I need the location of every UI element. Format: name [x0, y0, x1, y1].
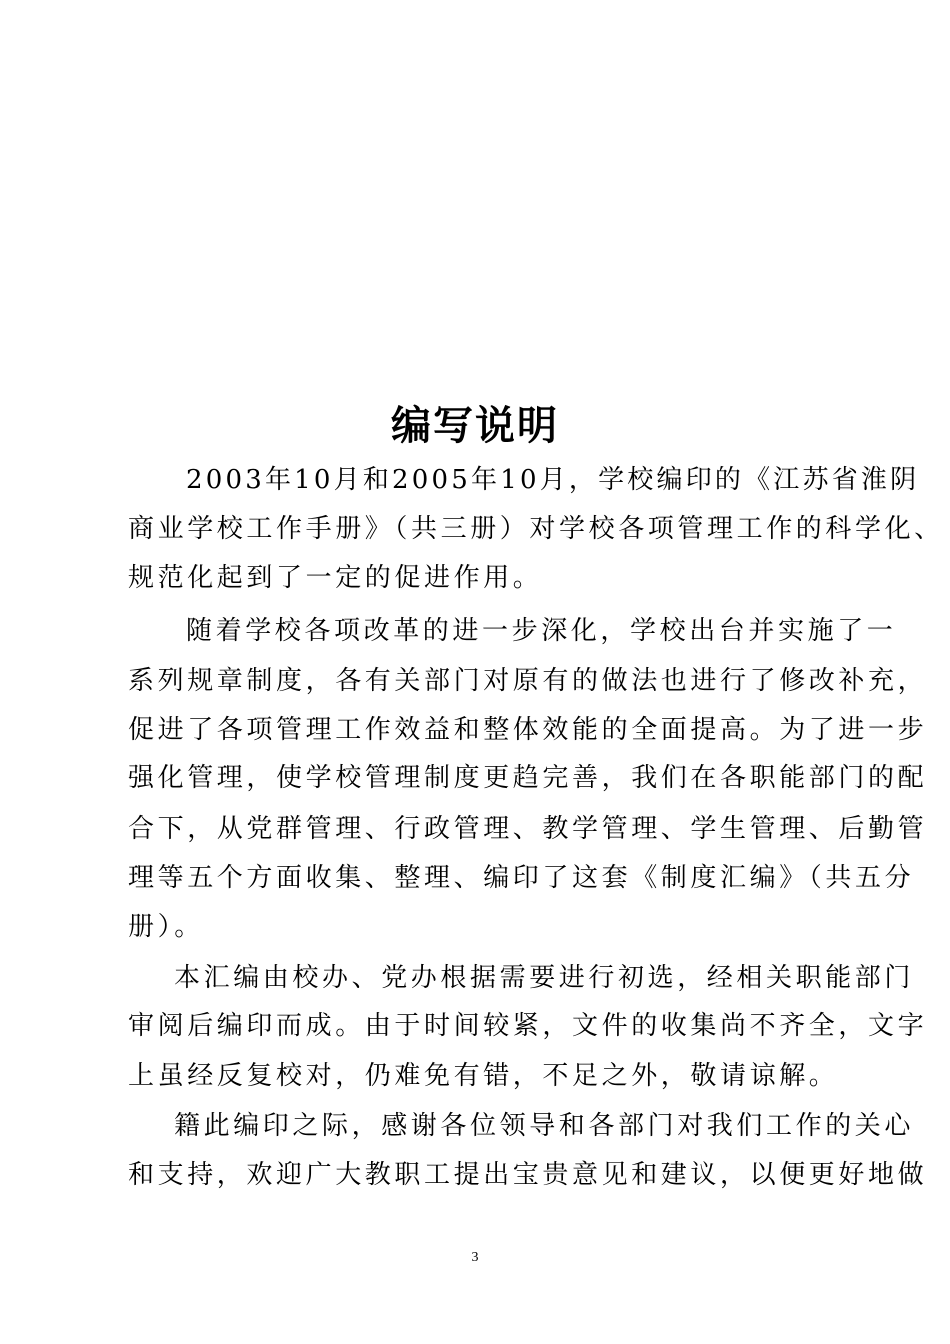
paragraph-2-line-7: 册）。	[128, 912, 204, 942]
paragraph-2-line-6: 理等五个方面收集、整理、编印了这套《制度汇编》（共五分	[128, 863, 915, 893]
paragraph-3-line-3: 上虽经反复校对，仍难免有错，不足之外，敬请谅解。	[128, 1061, 839, 1091]
paragraph-1-line-2: 商业学校工作手册》（共三册）对学校各项管理工作的科学化、	[128, 514, 944, 544]
paragraph-2-line-1: 随着学校各项改革的进一步深化，学校出台并实施了一	[186, 616, 897, 646]
page-number: 3	[471, 1250, 479, 1265]
paragraph-4-line-2: 和支持，欢迎广大教职工提出宝贵意见和建议，以便更好地做	[128, 1160, 928, 1190]
paragraph-2-line-5: 合下，从党群管理、行政管理、教学管理、学生管理、后勤管	[128, 814, 928, 844]
paragraph-2-line-4: 强化管理，使学校管理制度更趋完善，我们在各职能部门的配	[128, 763, 928, 793]
paragraph-3-line-2: 审阅后编印而成。由于时间较紧，文件的收集尚不齐全，文字	[128, 1011, 928, 1041]
paragraph-4-line-1: 籍此编印之际，感谢各位领导和各部门对我们工作的关心	[174, 1111, 915, 1141]
paragraph-1-line-3: 规范化起到了一定的促进作用。	[128, 563, 543, 593]
document-title: 编写说明	[391, 403, 559, 449]
paragraph-2-line-3: 促进了各项管理工作效益和整体效能的全面提高。为了进一步	[128, 715, 928, 745]
paragraph-2-line-2: 系列规章制度，各有关部门对原有的做法也进行了修改补充，	[128, 666, 928, 696]
paragraph-1-line-1: 2003年10月和2005年10月，学校编印的《江苏省淮阴	[186, 465, 920, 495]
paragraph-3-line-1: 本汇编由校办、党办根据需要进行初选，经相关职能部门	[174, 963, 915, 993]
